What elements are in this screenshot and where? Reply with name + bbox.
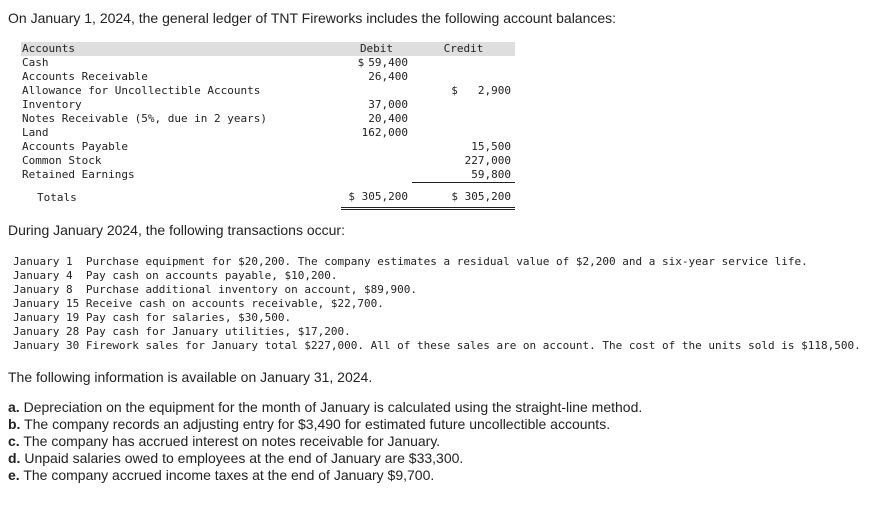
credit-cell xyxy=(412,140,515,154)
item-text: Depreciation on the equipment for the month of January is calculated using the straight-line method. xyxy=(23,399,643,415)
transaction-line: January 28 Pay cash for January utilities, $17,200. xyxy=(13,325,351,338)
credit-amount xyxy=(471,140,511,154)
credit-amount xyxy=(471,168,511,182)
ledger-row xyxy=(21,126,515,140)
credit-cell xyxy=(412,98,515,112)
ledger-totals-row xyxy=(21,187,515,209)
ledger-row xyxy=(21,56,515,70)
debit-value: 20,400 xyxy=(368,112,408,125)
debit-amount xyxy=(368,98,408,112)
debit-value: 37,000 xyxy=(368,98,408,111)
debit-amount xyxy=(358,56,408,70)
account-name: Common Stock xyxy=(22,154,102,167)
debit-cell xyxy=(341,168,412,183)
transaction-line: January 1 Purchase equipment for $20,200. The company estimates a residual value of $2,200 and a six-year service life. xyxy=(13,255,808,268)
adjustment-item xyxy=(8,467,642,484)
ledger-header-row xyxy=(21,42,515,56)
debit-cell xyxy=(341,98,412,112)
debit-cell xyxy=(341,112,412,126)
credit-header: Credit xyxy=(412,42,515,56)
item-text: The company accrued income taxes at the end of January $9,700. xyxy=(23,467,435,483)
debit-header: Debit xyxy=(341,42,412,56)
transaction-line: January 30 Firework sales for January total $227,000. All of these sales are on account. The cost of the units sold is $118,500. xyxy=(13,339,861,352)
ledger-row xyxy=(21,98,515,112)
transaction-line: January 19 Pay cash for salaries, $30,500. xyxy=(13,311,292,324)
debit-value: 26,400 xyxy=(368,70,408,83)
credit-cell xyxy=(412,84,515,98)
adjustments-intro: The following information is available on January 31, 2024. xyxy=(8,369,373,385)
currency-symbol: $ xyxy=(451,84,458,97)
transaction-line: January 15 Receive cash on accounts receivable, $22,700. xyxy=(13,297,384,310)
credit-cell xyxy=(412,154,515,168)
ledger-row xyxy=(21,154,515,168)
item-letter: c. xyxy=(8,433,20,449)
intro-text: On January 1, 2024, the general ledger of TNT Fireworks includes the following account balances: xyxy=(8,10,617,26)
debit-amount xyxy=(362,126,408,140)
ledger-table xyxy=(21,42,515,210)
debit-cell xyxy=(341,154,412,168)
item-letter: d. xyxy=(8,450,21,466)
account-name: Retained Earnings xyxy=(22,168,135,182)
transaction-line: January 8 Purchase additional inventory on account, $89,900. xyxy=(13,283,417,296)
totals-label: Totals xyxy=(37,190,77,204)
adjustment-item xyxy=(8,399,642,416)
item-letter: a. xyxy=(8,399,20,415)
credit-total: $ 305,200 xyxy=(412,187,515,209)
credit-value: 59,800 xyxy=(471,168,511,181)
credit-cell xyxy=(412,56,515,70)
item-letter: e. xyxy=(8,467,20,483)
account-name: Inventory xyxy=(22,98,82,111)
debit-amount xyxy=(368,112,408,126)
transactions-list xyxy=(13,255,861,353)
account-name: Notes Receivable (5%, due in 2 years) xyxy=(22,112,268,125)
credit-cell xyxy=(412,112,515,126)
account-name: Cash xyxy=(22,56,49,69)
credit-amount xyxy=(465,154,511,168)
item-text: The company has accrued interest on notes receivable for January. xyxy=(23,433,441,449)
account-name: Land xyxy=(22,126,49,139)
credit-cell xyxy=(412,70,515,84)
debit-total: $ 305,200 xyxy=(341,187,412,209)
debit-cell xyxy=(341,140,412,154)
debit-value: 162,000 xyxy=(361,126,408,139)
credit-amount xyxy=(451,84,511,98)
credit-cell xyxy=(412,126,515,140)
adjustment-item xyxy=(8,416,642,433)
transaction-line: January 4 Pay cash on accounts payable, $10,200. xyxy=(13,269,338,282)
debit-cell xyxy=(341,70,412,84)
account-name: Accounts Payable xyxy=(22,140,128,153)
adjustments-list xyxy=(8,399,642,484)
account-name: Allowance for Uncollectible Accounts xyxy=(22,84,261,97)
ledger-row xyxy=(21,84,515,98)
ledger-row xyxy=(21,70,515,84)
item-text: Unpaid salaries owed to employees at the end of January are $33,300. xyxy=(24,450,464,466)
debit-value: 59,400 xyxy=(368,56,408,69)
account-name: Accounts Receivable xyxy=(22,70,148,83)
debit-cell xyxy=(341,84,412,98)
debit-cell xyxy=(341,56,412,70)
adjustment-item xyxy=(8,433,642,450)
debit-amount xyxy=(368,70,408,84)
credit-value: 2,900 xyxy=(477,84,511,97)
adjustment-item xyxy=(8,450,642,467)
ledger-row xyxy=(21,140,515,154)
credit-value: 227,000 xyxy=(464,154,511,167)
ledger-row xyxy=(21,112,515,126)
credit-cell xyxy=(412,168,515,183)
transactions-intro: During January 2024, the following transactions occur: xyxy=(8,222,345,238)
item-letter: b. xyxy=(8,416,21,432)
item-text: The company records an adjusting entry for $3,490 for estimated future uncollectible accounts. xyxy=(24,416,611,432)
credit-value: 15,500 xyxy=(471,140,511,153)
accounts-header: Accounts xyxy=(21,42,341,56)
ledger-row xyxy=(21,168,515,183)
debit-cell xyxy=(341,126,412,140)
currency-symbol: $ xyxy=(357,56,365,69)
